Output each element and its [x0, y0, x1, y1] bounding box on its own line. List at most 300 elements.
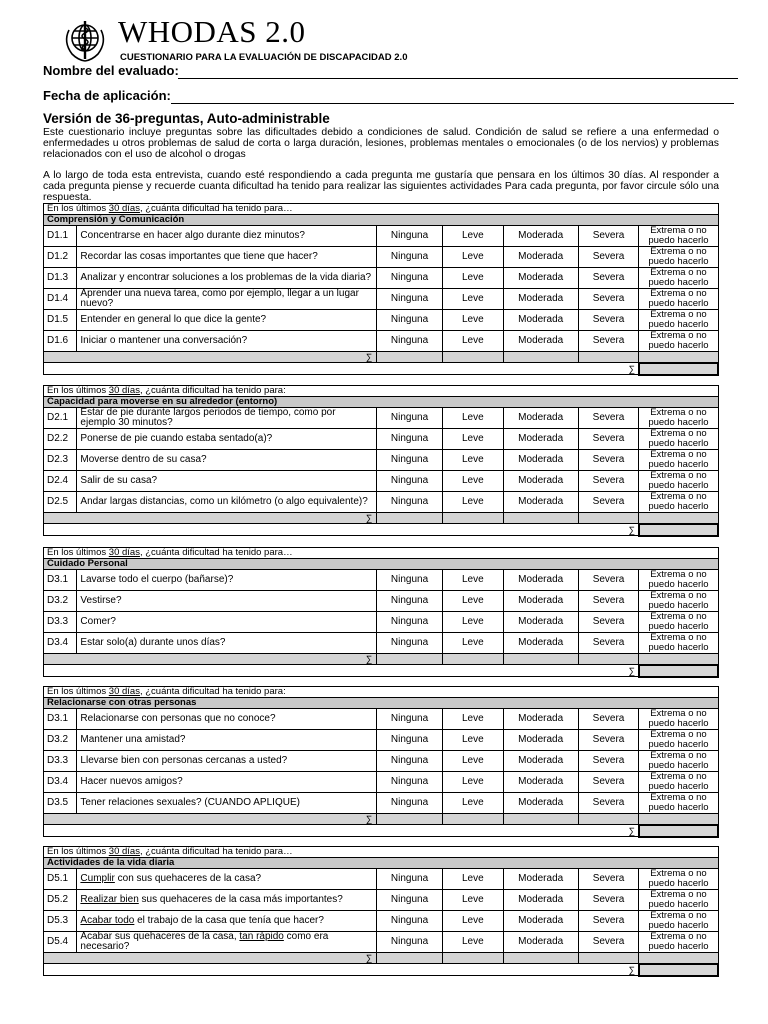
question-text-main: sus quehaceres de la casa más importantes? — [138, 894, 343, 905]
section-intro-pre: En los últimos — [47, 547, 109, 558]
question-table — [43, 846, 719, 977]
answer-option-extreme[interactable]: Extrema o no puedo hacerlo — [639, 633, 718, 654]
question-text — [77, 612, 377, 633]
answer-option-moderate[interactable]: Moderada — [503, 450, 578, 471]
section-intro-post: , ¿cuánta dificultad ha tenido para… — [139, 203, 293, 214]
answer-option-severe[interactable]: Severa — [578, 612, 639, 633]
answer-option-mild[interactable]: Leve — [442, 471, 503, 492]
question-row — [44, 890, 719, 911]
answer-option-moderate[interactable]: Moderada — [503, 247, 578, 268]
question-text-main: Estar de pie durante largos periodos de tiempo, como por ejemplo 30 minutos? — [80, 407, 336, 428]
subtotal-cell[interactable] — [377, 814, 443, 825]
answer-option-extreme[interactable]: Extrema o no puedo hacerlo — [639, 890, 718, 911]
question-text-pre: Acabar sus quehaceres de la casa, — [80, 931, 240, 942]
answer-option-none[interactable]: Ninguna — [377, 408, 443, 429]
section-domain-title: Comprensión y Comunicación — [44, 215, 719, 226]
answer-option-none[interactable]: Ninguna — [377, 591, 443, 612]
answer-option-severe[interactable]: Severa — [578, 570, 639, 591]
section-1 — [43, 203, 719, 376]
question-code: D3.3 — [44, 612, 77, 633]
question-text-main: como era necesario? — [80, 931, 329, 952]
answer-option-none[interactable]: Ninguna — [377, 709, 443, 730]
total-sum-symbol: ∑ — [44, 825, 639, 837]
answer-option-severe[interactable]: Severa — [578, 226, 639, 247]
answer-option-extreme[interactable]: Extrema o no puedo hacerlo — [639, 570, 718, 591]
section-5 — [43, 846, 719, 977]
question-text — [77, 911, 377, 932]
answer-option-none[interactable]: Ninguna — [377, 247, 443, 268]
subtotal-cell[interactable] — [578, 352, 639, 363]
question-text-main: Recordar las cosas importantes que tiene que hacer? — [80, 251, 318, 262]
answer-option-extreme[interactable]: Extrema o no puedo hacerlo — [639, 869, 718, 890]
answer-option-severe[interactable]: Severa — [578, 450, 639, 471]
question-text-main: Tener relaciones sexuales? (CUANDO APLIQUE) — [80, 797, 300, 808]
answer-option-mild[interactable]: Leve — [442, 869, 503, 890]
total-score-box[interactable] — [639, 825, 718, 837]
question-code: D5.1 — [44, 869, 77, 890]
total-score-box[interactable] — [639, 665, 718, 677]
answer-option-extreme[interactable]: Extrema o no puedo hacerlo — [639, 772, 718, 793]
question-text-main: Llevarse bien con personas cercanas a usted? — [80, 755, 288, 766]
answer-option-extreme[interactable]: Extrema o no puedo hacerlo — [639, 226, 718, 247]
question-code: D2.2 — [44, 429, 77, 450]
question-text-main: el trabajo de la casa que tenía que hacer? — [134, 915, 324, 926]
subtotal-cell[interactable] — [442, 814, 503, 825]
answer-option-severe[interactable]: Severa — [578, 911, 639, 932]
question-code: D2.5 — [44, 492, 77, 513]
date-input-line[interactable] — [171, 103, 734, 104]
question-row — [44, 730, 719, 751]
intro-paragraph-2: A lo largo de toda esta entrevista, cuando esté respondiendo a cada pregunta me gustaría que pensara en los últimos 30 días. Al responder a cada pregunta piense y recuerde cuanta dificultad ha tenido para realizar las siguientes actividades Para cada pregunta, por favor circule sólo una respuesta. — [43, 170, 719, 203]
question-text-main: Comer? — [80, 616, 116, 627]
answer-option-mild[interactable]: Leve — [442, 751, 503, 772]
question-code: D1.5 — [44, 310, 77, 331]
question-text — [77, 932, 377, 953]
subtotal-cell[interactable] — [377, 352, 443, 363]
answer-option-moderate[interactable]: Moderada — [503, 492, 578, 513]
answer-option-mild[interactable]: Leve — [442, 591, 503, 612]
total-row — [44, 825, 719, 837]
question-row — [44, 408, 719, 429]
answer-option-mild[interactable]: Leve — [442, 793, 503, 814]
answer-option-moderate[interactable]: Moderada — [503, 570, 578, 591]
question-code: D3.1 — [44, 570, 77, 591]
question-row — [44, 709, 719, 730]
question-row — [44, 633, 719, 654]
answer-option-extreme[interactable]: Extrema o no puedo hacerlo — [639, 331, 718, 352]
subtotal-row — [44, 352, 719, 363]
section-intro-pre: En los últimos — [47, 846, 109, 857]
question-text-main: Estar solo(a) durante unos días? — [80, 637, 226, 648]
answer-option-severe[interactable]: Severa — [578, 709, 639, 730]
total-score-box[interactable] — [639, 363, 718, 375]
question-code: D1.6 — [44, 331, 77, 352]
total-sum-symbol: ∑ — [44, 964, 639, 976]
question-code: D1.3 — [44, 268, 77, 289]
answer-option-moderate[interactable]: Moderada — [503, 772, 578, 793]
sum-symbol: ∑ — [44, 513, 377, 524]
question-code: D5.4 — [44, 932, 77, 953]
answer-option-severe[interactable]: Severa — [578, 471, 639, 492]
section-intro-pre: En los últimos — [47, 385, 109, 396]
answer-option-extreme[interactable]: Extrema o no puedo hacerlo — [639, 591, 718, 612]
answer-option-moderate[interactable]: Moderada — [503, 429, 578, 450]
question-row — [44, 793, 719, 814]
answer-option-none[interactable]: Ninguna — [377, 730, 443, 751]
answer-option-moderate[interactable]: Moderada — [503, 408, 578, 429]
total-row — [44, 964, 719, 976]
section-intro-post: , ¿cuánta dificultad ha tenido para: — [139, 686, 286, 697]
subtotal-cell[interactable] — [377, 513, 443, 524]
section-intro — [44, 204, 719, 215]
answer-option-mild[interactable]: Leve — [442, 331, 503, 352]
answer-option-severe[interactable]: Severa — [578, 492, 639, 513]
subtotal-cell[interactable] — [639, 814, 718, 825]
answer-option-mild[interactable]: Leve — [442, 429, 503, 450]
section-domain-title: Capacidad para moverse en su alrededor (entorno) — [44, 397, 719, 408]
date-field — [43, 88, 171, 103]
section-domain-title: Actividades de la vida diaria — [44, 858, 719, 869]
subtotal-cell[interactable] — [578, 814, 639, 825]
question-table — [43, 385, 719, 537]
answer-option-extreme[interactable]: Extrema o no puedo hacerlo — [639, 429, 718, 450]
answer-option-extreme[interactable]: Extrema o no puedo hacerlo — [639, 932, 718, 953]
answer-option-extreme[interactable]: Extrema o no puedo hacerlo — [639, 408, 718, 429]
question-text — [77, 730, 377, 751]
answer-option-extreme[interactable]: Extrema o no puedo hacerlo — [639, 310, 718, 331]
section-intro — [44, 687, 719, 698]
answer-option-moderate[interactable]: Moderada — [503, 310, 578, 331]
question-row — [44, 310, 719, 331]
question-row — [44, 268, 719, 289]
question-text-main: Lavarse todo el cuerpo (bañarse)? — [80, 574, 234, 585]
section-intro-days: 30 días — [108, 203, 140, 214]
question-row — [44, 247, 719, 268]
answer-option-extreme[interactable]: Extrema o no puedo hacerlo — [639, 268, 718, 289]
answer-option-extreme[interactable]: Extrema o no puedo hacerlo — [639, 450, 718, 471]
subtotal-cell[interactable] — [639, 513, 718, 524]
total-sum-symbol: ∑ — [44, 524, 639, 536]
question-text — [77, 570, 377, 591]
question-code: D3.4 — [44, 772, 77, 793]
question-row — [44, 591, 719, 612]
answer-option-moderate[interactable]: Moderada — [503, 751, 578, 772]
answer-option-extreme[interactable]: Extrema o no puedo hacerlo — [639, 730, 718, 751]
question-text-main: Mantener una amistad? — [80, 734, 186, 745]
answer-option-moderate[interactable]: Moderada — [503, 730, 578, 751]
answer-option-extreme[interactable]: Extrema o no puedo hacerlo — [639, 471, 718, 492]
subtotal-cell[interactable] — [503, 814, 578, 825]
question-row — [44, 226, 719, 247]
question-text — [77, 247, 377, 268]
answer-option-mild[interactable]: Leve — [442, 310, 503, 331]
subtotal-cell[interactable] — [377, 953, 443, 964]
question-code: D2.4 — [44, 471, 77, 492]
question-code: D3.1 — [44, 709, 77, 730]
section-intro-pre: En los últimos — [47, 686, 109, 697]
section-2 — [43, 385, 719, 537]
subtotal-cell[interactable] — [578, 953, 639, 964]
answer-option-extreme[interactable]: Extrema o no puedo hacerlo — [639, 751, 718, 772]
answer-option-severe[interactable]: Severa — [578, 429, 639, 450]
question-table — [43, 686, 719, 838]
question-text — [77, 751, 377, 772]
answer-option-moderate[interactable]: Moderada — [503, 591, 578, 612]
answer-option-mild[interactable]: Leve — [442, 633, 503, 654]
question-text — [77, 709, 377, 730]
question-row — [44, 751, 719, 772]
answer-option-severe[interactable]: Severa — [578, 310, 639, 331]
sum-symbol: ∑ — [44, 953, 377, 964]
answer-option-none[interactable]: Ninguna — [377, 869, 443, 890]
document-header — [60, 10, 760, 63]
answer-option-mild[interactable]: Leve — [442, 492, 503, 513]
answer-option-none[interactable]: Ninguna — [377, 450, 443, 471]
total-sum-symbol: ∑ — [44, 665, 639, 677]
answer-option-moderate[interactable]: Moderada — [503, 226, 578, 247]
answer-option-none[interactable]: Ninguna — [377, 268, 443, 289]
question-row — [44, 429, 719, 450]
answer-option-none[interactable]: Ninguna — [377, 289, 443, 310]
answer-option-severe[interactable]: Severa — [578, 408, 639, 429]
answer-option-moderate[interactable]: Moderada — [503, 612, 578, 633]
answer-option-none[interactable]: Ninguna — [377, 429, 443, 450]
answer-option-mild[interactable]: Leve — [442, 911, 503, 932]
answer-option-extreme[interactable]: Extrema o no puedo hacerlo — [639, 793, 718, 814]
question-row — [44, 450, 719, 471]
answer-option-severe[interactable]: Severa — [578, 772, 639, 793]
question-text-main: con sus quehaceres de la casa? — [114, 873, 262, 884]
answer-option-moderate[interactable]: Moderada — [503, 633, 578, 654]
answer-option-severe[interactable]: Severa — [578, 591, 639, 612]
question-row — [44, 570, 719, 591]
section-4 — [43, 686, 719, 838]
question-text-main: Moverse dentro de su casa? — [80, 454, 207, 465]
answer-option-moderate[interactable]: Moderada — [503, 911, 578, 932]
name-field — [43, 63, 179, 78]
question-text — [77, 591, 377, 612]
question-text — [77, 331, 377, 352]
answer-option-none[interactable]: Ninguna — [377, 633, 443, 654]
question-text — [77, 268, 377, 289]
answer-option-none[interactable]: Ninguna — [377, 492, 443, 513]
total-score-box[interactable] — [639, 964, 718, 976]
question-text — [77, 289, 377, 310]
question-text — [77, 408, 377, 429]
question-text — [77, 890, 377, 911]
answer-option-moderate[interactable]: Moderada — [503, 793, 578, 814]
subtotal-cell[interactable] — [639, 654, 718, 665]
answer-option-moderate[interactable]: Moderada — [503, 471, 578, 492]
subtotal-cell[interactable] — [377, 654, 443, 665]
answer-option-none[interactable]: Ninguna — [377, 570, 443, 591]
section-intro-post: , ¿cuánta dificultad ha tenido para… — [139, 846, 293, 857]
answer-option-extreme[interactable]: Extrema o no puedo hacerlo — [639, 289, 718, 310]
question-text-emphasis: tan rápido — [239, 931, 284, 942]
subtotal-cell[interactable] — [503, 513, 578, 524]
answer-option-extreme[interactable]: Extrema o no puedo hacerlo — [639, 247, 718, 268]
question-text-main: Ponerse de pie cuando estaba sentado(a)? — [80, 433, 273, 444]
answer-option-severe[interactable]: Severa — [578, 331, 639, 352]
question-text — [77, 450, 377, 471]
subtotal-row — [44, 654, 719, 665]
question-text-main: Analizar y encontrar soluciones a los problemas de la vida diaria? — [80, 272, 372, 283]
answer-option-mild[interactable]: Leve — [442, 226, 503, 247]
subtotal-cell[interactable] — [578, 654, 639, 665]
question-row — [44, 612, 719, 633]
answer-option-severe[interactable]: Severa — [578, 869, 639, 890]
answer-option-extreme[interactable]: Extrema o no puedo hacerlo — [639, 911, 718, 932]
document-subtitle: CUESTIONARIO PARA LA EVALUACIÓN DE DISCAPACIDAD 2.0 — [120, 52, 408, 63]
section-intro — [44, 548, 719, 559]
question-text-main: Salir de su casa? — [80, 475, 158, 486]
subtotal-cell[interactable] — [503, 352, 578, 363]
total-score-box[interactable] — [639, 524, 718, 536]
section-intro-post: , ¿cuánta dificultad ha tenido para… — [139, 547, 293, 558]
question-table — [43, 203, 719, 376]
section-intro-pre: En los últimos — [47, 203, 109, 214]
answer-option-extreme[interactable]: Extrema o no puedo hacerlo — [639, 492, 718, 513]
answer-option-mild[interactable]: Leve — [442, 289, 503, 310]
question-text — [77, 869, 377, 890]
question-code: D5.3 — [44, 911, 77, 932]
answer-option-moderate[interactable]: Moderada — [503, 869, 578, 890]
subtotal-cell[interactable] — [639, 352, 718, 363]
answer-option-severe[interactable]: Severa — [578, 932, 639, 953]
section-3 — [43, 547, 719, 678]
answer-option-mild[interactable]: Leve — [442, 408, 503, 429]
answer-option-mild[interactable]: Leve — [442, 268, 503, 289]
answer-option-none[interactable]: Ninguna — [377, 793, 443, 814]
answer-option-none[interactable]: Ninguna — [377, 226, 443, 247]
section-intro — [44, 386, 719, 397]
total-row — [44, 524, 719, 536]
answer-option-moderate[interactable]: Moderada — [503, 709, 578, 730]
subtotal-cell[interactable] — [442, 513, 503, 524]
question-code: D2.3 — [44, 450, 77, 471]
question-text-emphasis: Realizar bien — [80, 894, 139, 905]
subtotal-cell[interactable] — [639, 953, 718, 964]
answer-option-severe[interactable]: Severa — [578, 793, 639, 814]
question-row — [44, 471, 719, 492]
question-code: D3.3 — [44, 751, 77, 772]
answer-option-none[interactable]: Ninguna — [377, 331, 443, 352]
name-input-line[interactable] — [178, 78, 738, 79]
question-code: D1.1 — [44, 226, 77, 247]
answer-option-none[interactable]: Ninguna — [377, 911, 443, 932]
section-domain-title: Relacionarse con otras personas — [44, 698, 719, 709]
answer-option-severe[interactable]: Severa — [578, 247, 639, 268]
answer-option-extreme[interactable]: Extrema o no puedo hacerlo — [639, 612, 718, 633]
answer-option-none[interactable]: Ninguna — [377, 751, 443, 772]
subtotal-cell[interactable] — [503, 953, 578, 964]
answer-option-severe[interactable]: Severa — [578, 751, 639, 772]
answer-option-severe[interactable]: Severa — [578, 633, 639, 654]
question-row — [44, 772, 719, 793]
answer-option-moderate[interactable]: Moderada — [503, 890, 578, 911]
subtotal-row — [44, 814, 719, 825]
answer-option-mild[interactable]: Leve — [442, 247, 503, 268]
subtotal-cell[interactable] — [442, 953, 503, 964]
question-table — [43, 547, 719, 678]
date-field-label: Fecha de aplicación: — [43, 88, 171, 103]
section-domain-title: Cuidado Personal — [44, 559, 719, 570]
answer-option-none[interactable]: Ninguna — [377, 612, 443, 633]
answer-option-none[interactable]: Ninguna — [377, 890, 443, 911]
answer-option-none[interactable]: Ninguna — [377, 471, 443, 492]
answer-option-mild[interactable]: Leve — [442, 772, 503, 793]
total-row — [44, 363, 719, 375]
answer-option-moderate[interactable]: Moderada — [503, 289, 578, 310]
answer-option-severe[interactable]: Severa — [578, 268, 639, 289]
answer-option-severe[interactable]: Severa — [578, 289, 639, 310]
section-intro-post: , ¿cuánta dificultad ha tenido para: — [139, 385, 286, 396]
intro-paragraph-1: Este cuestionario incluye preguntas sobre las dificultades debido a condiciones de salud. Condición de salud se refiere a una enfermedad o enfermedades u otros problemas de salud de corta o larga duración, lesiones, problemas mentales o emocionales (o de los nervios) y problemas relacionados con el uso de alcohol o drogas — [43, 127, 719, 160]
answer-option-none[interactable]: Ninguna — [377, 310, 443, 331]
subtotal-cell[interactable] — [578, 513, 639, 524]
question-text — [77, 310, 377, 331]
question-row — [44, 331, 719, 352]
subtotal-row — [44, 513, 719, 524]
question-code: D3.2 — [44, 730, 77, 751]
answer-option-mild[interactable]: Leve — [442, 730, 503, 751]
question-code: D2.1 — [44, 408, 77, 429]
subtotal-cell[interactable] — [442, 654, 503, 665]
answer-option-mild[interactable]: Leve — [442, 570, 503, 591]
question-text-main: Relacionarse con personas que no conoce? — [80, 713, 276, 724]
sum-symbol: ∑ — [44, 654, 377, 665]
question-code: D3.4 — [44, 633, 77, 654]
answer-option-moderate[interactable]: Moderada — [503, 932, 578, 953]
question-code: D5.2 — [44, 890, 77, 911]
section-intro — [44, 847, 719, 858]
answer-option-extreme[interactable]: Extrema o no puedo hacerlo — [639, 709, 718, 730]
answer-option-mild[interactable]: Leve — [442, 890, 503, 911]
name-field-label: Nombre del evaluado: — [43, 63, 179, 78]
answer-option-none[interactable]: Ninguna — [377, 772, 443, 793]
answer-option-none[interactable]: Ninguna — [377, 932, 443, 953]
question-text — [77, 793, 377, 814]
section-intro-days: 30 días — [108, 686, 140, 697]
question-text — [77, 492, 377, 513]
answer-option-mild[interactable]: Leve — [442, 450, 503, 471]
question-row — [44, 289, 719, 310]
section-intro-days: 30 días — [108, 547, 140, 558]
question-text — [77, 226, 377, 247]
question-text-main: Concentrarse en hacer algo durante diez minutos? — [80, 230, 305, 241]
answer-option-mild[interactable]: Leve — [442, 932, 503, 953]
answer-option-severe[interactable]: Severa — [578, 730, 639, 751]
document-title: WHODAS 2.0 — [118, 14, 306, 49]
question-code: D3.5 — [44, 793, 77, 814]
question-text — [77, 633, 377, 654]
answer-option-mild[interactable]: Leve — [442, 709, 503, 730]
question-text-main: Hacer nuevos amigos? — [80, 776, 183, 787]
question-text-main: Andar largas distancias, como un kilómetro (o algo equivalente)? — [80, 496, 368, 507]
answer-option-moderate[interactable]: Moderada — [503, 331, 578, 352]
question-code: D1.2 — [44, 247, 77, 268]
answer-option-severe[interactable]: Severa — [578, 890, 639, 911]
subtotal-cell[interactable] — [503, 654, 578, 665]
who-emblem-icon — [60, 16, 110, 66]
sum-symbol: ∑ — [44, 352, 377, 363]
question-text-main: Aprender una nueva tarea, como por ejemplo, llegar a un lugar nuevo? — [80, 288, 359, 309]
subtotal-cell[interactable] — [442, 352, 503, 363]
answer-option-moderate[interactable]: Moderada — [503, 268, 578, 289]
total-sum-symbol: ∑ — [44, 363, 639, 375]
answer-option-mild[interactable]: Leve — [442, 612, 503, 633]
question-text — [77, 471, 377, 492]
